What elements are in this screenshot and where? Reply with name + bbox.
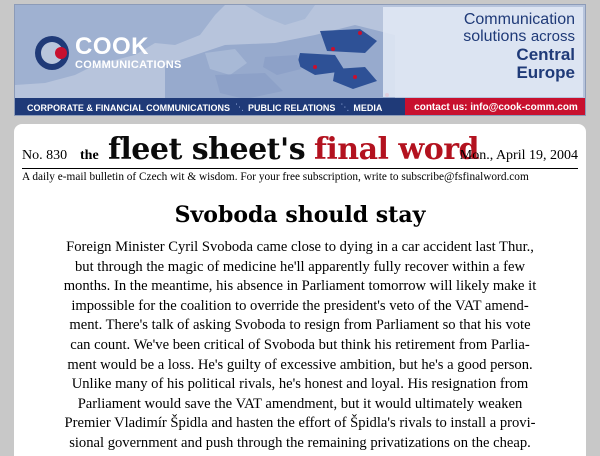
article-headline: Svoboda should stay (174, 202, 426, 228)
cook-communications-logo[interactable] (35, 35, 182, 71)
masthead-rule (22, 168, 578, 169)
article-line: Foreign Minister Cyril Svoboda came close to dying in a car accident last Thur., (66, 239, 534, 255)
tagline-across: across (530, 28, 575, 46)
issue-number: No. 830 (22, 148, 68, 163)
article-line: ment. There's talk of asking Svoboda to resign from Parliament so that his vote (69, 317, 531, 334)
tagline-line-3: Central (516, 44, 575, 64)
subscription-line: A daily e-mail bulletin of Czech wit & wisdom. For your free subscription, write to subscribe@fsfinalword.com (22, 171, 529, 183)
nav-media[interactable]: MEDIA (353, 102, 383, 113)
tagline-line-4: Europe (516, 62, 575, 82)
issue-date: Mon., April 19, 2004 (459, 148, 578, 163)
tagline-solutions: solutions (463, 28, 527, 46)
tagline-box (383, 7, 583, 97)
article-line: can count. We've been critical of Svoboda but think his retirement from Parlia- (70, 336, 530, 353)
article-line: impossible for the coalition to override the president's veto of the VAT amend- (71, 297, 529, 314)
tagline-line-2 (383, 28, 575, 45)
article-line: Unlike many of his political rivals, he's honest and loyal. His resignation from (71, 376, 529, 393)
nav-public-relations[interactable]: PUBLIC RELATIONS (248, 102, 336, 113)
nav-corporate-financial[interactable]: CORPORATE & FINANCIAL COMMUNICATIONS (27, 102, 230, 113)
tagline-line-1: Communication (463, 11, 575, 28)
header-banner (14, 4, 586, 116)
banner-nav (15, 98, 586, 116)
article-body (26, 238, 574, 454)
article-line: months. In the meantime, his absence in Parliament tomorrow will likely make it (63, 278, 537, 295)
masthead (22, 132, 578, 170)
logo-subtitle: COMMUNICATIONS (75, 59, 182, 71)
masthead-fleet-sheet: fleet sheet's (108, 132, 306, 167)
article-line: Parliament would save the VAT amendment, but it would ultimately weaken (77, 395, 523, 412)
masthead-the: the (80, 148, 99, 163)
bulletin-panel (14, 124, 586, 456)
masthead-final-word: final word (314, 132, 480, 167)
nav-separator: ⋱ (340, 102, 349, 112)
logo-mark-icon (35, 36, 69, 70)
article-line: ment would be a loss. He's guilty of excessive ambition, but he's a good person. (67, 356, 533, 373)
nav-separator: ⋱ (235, 102, 243, 112)
article-line: Premier Vladimír Špidla and hasten the effort of Špidla's rivals to install a provi- (64, 415, 536, 432)
article-line: but through the magic of medicine he'll apparently fully recover within a few (74, 258, 526, 275)
contact-link[interactable]: contact us: info@cook-comm.com (405, 98, 586, 116)
logo-name: COOK (75, 33, 149, 60)
article-line: sional government and push through the remaining privatizations on the cheap. (69, 434, 531, 451)
